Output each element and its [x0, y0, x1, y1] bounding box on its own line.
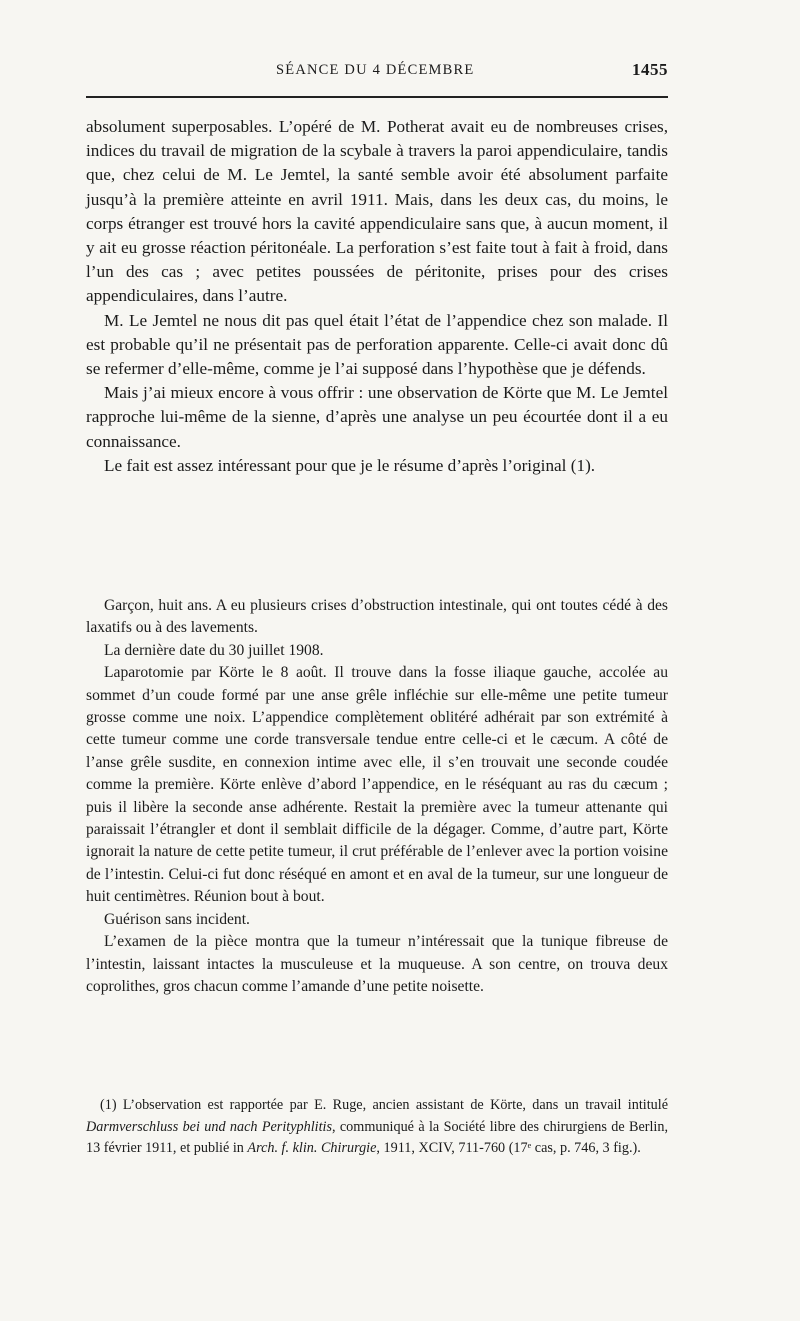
paragraph: M. Le Jemtel ne nous dit pas quel était l’état de l’appendice chez son malade. Il est probable qu’il ne présentait pas de perforation apparente. Celle-ci avait donc dû se refermer d’elle-même, comme je l’ai supposé dans l’hypothèse que je défends. — [86, 310, 668, 379]
page-number: 1455 — [632, 60, 668, 79]
case-summary — [86, 595, 668, 998]
footnote-title: Darmverschluss bei und nach Perityphlitis — [86, 1118, 332, 1135]
summary-paragraph: Guérison sans incident. — [104, 910, 250, 928]
header-rule — [86, 96, 668, 98]
footnote-text-part: , 1911, XCIV, 711-760 (17ᵉ cas, p. 746, 3 fig.). — [376, 1140, 641, 1156]
paragraph: Mais j’ai mieux encore à vous offrir : une observation de Körte que M. Le Jemtel rapproche lui-même de la sienne, d’après une analyse un peu écourtée dont il a eu connaissance. — [86, 383, 668, 451]
footnote-text-part: , communiqué à la Société libre des chirurgiens de Berlin, 13 février 1911, et publié in — [86, 1118, 669, 1156]
summary-paragraph: L’examen de la pièce montra que la tumeur n’intéressait que la tunique fibreuse de l’intestin, laissant intactes la musculeuse et la muqueuse. A son centre, on trouva deux coprolithes, gros chacun comme l’amande d’une petite noisette. — [86, 933, 668, 995]
summary-paragraph: Garçon, huit ans. A eu plusieurs crises d’obstruction intestinale, qui ont toutes cédé à des laxatifs ou à des lavements. — [86, 597, 668, 637]
footnote-journal: Arch. f. klin. Chirurgie — [247, 1140, 377, 1156]
summary-paragraph: Laparotomie par Körte le 8 août. Il trouve dans la fosse iliaque gauche, accolée au sommet d’un coude formé par une anse grêle infléchie sur elle-même une petite tumeur grosse comme une noix. L’appendice complètement oblitéré adhérait par son extrémité à cette tumeur comme une corde transversale tendue entre celle-ci et le cæcum. A côté de l’anse grêle susdite, en connexion intime avec elle, il s’en trouvait une seconde coudée comme la première. Körte enlève d’abord l’appendice, en le réséquant au ras du cæcum ; puis il libère la seconde anse adhérente. Restait la première avec la tumeur attenante qui paraissait l’étrangler et dont il semblait difficile de la dégager. Comme, d’autre part, Körte ignorait la nature de cette petite tumeur, il crut préférable de l’enlever avec la portion voisine de l’intestin. Celui-ci fut donc réséqué en amont et en aval de la tumeur, sur une longueur de huit centimètres. Réunion bout à bout. — [86, 664, 668, 906]
paragraph: Le fait est assez intéressant pour que je le résume d’après l’original (1). — [104, 455, 596, 475]
summary-paragraph: La dernière date du 30 juillet 1908. — [104, 641, 324, 659]
main-text — [86, 115, 668, 478]
footnote — [86, 1095, 668, 1160]
page-header — [86, 60, 668, 88]
footnote-text-part: (1) L’observation est rapportée par E. Ruge, ancien assistant de Körte, dans un travail intitulé — [100, 1097, 668, 1113]
footnote-text — [86, 1095, 668, 1160]
running-title: SÉANCE DU 4 DÉCEMBRE — [276, 62, 475, 78]
paragraph: absolument superposables. L’opéré de M. Potherat avait eu de nombreuses crises, indices du travail de migration de la scybale à travers la paroi appendiculaire, tandis que, chez celui de M. Le Jemtel, la santé semble avoir été absolument parfaite jusqu’à la première atteinte en avril 1911. Mais, dans les deux cas, du moins, le corps étranger est trouvé hors la cavité appendiculaire sans que, à aucun moment, il y ait eu grosse réaction péritonéale. La perforation s’est faite tout à fait à froid, dans l’un des cas ; avec petites poussées de péritonite, prises pour des crises appendiculaires, dans l’autre. — [86, 117, 668, 306]
